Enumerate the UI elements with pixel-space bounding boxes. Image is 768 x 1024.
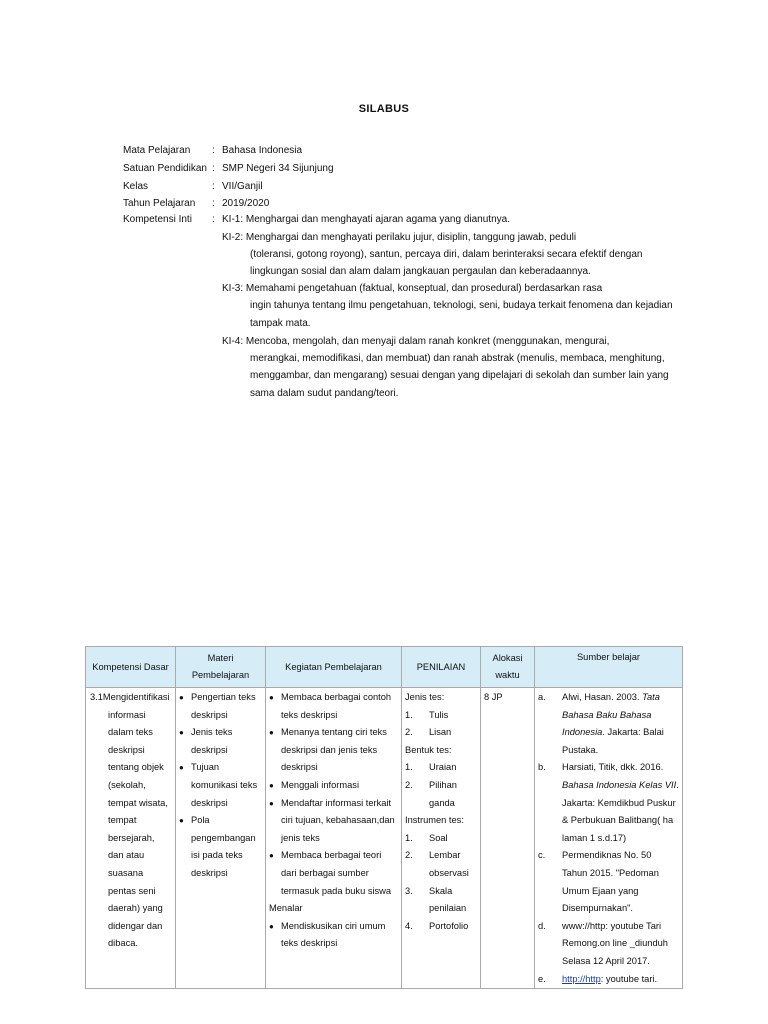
bullet-icon: ●	[269, 693, 274, 702]
info-label-satuan-pendidikan: Satuan Pendidikan	[123, 163, 207, 174]
info-label-tahun-pelajaran: Tahun Pelajaran	[123, 198, 196, 209]
info-colon: :	[212, 145, 215, 156]
list-item: a. Alwi, Hasan. 2003. Tata Bahasa Baku Bahasa Indonesia. Jakarta: Balai Pustaka.	[538, 692, 664, 755]
header-sumber: Sumber belajar	[535, 647, 683, 688]
list-item: ● Mendiskusikan ciri umum teks deskripsi	[269, 918, 398, 953]
info-value-kelas: VII/Ganjil	[222, 181, 263, 192]
bullet-icon: ●	[269, 851, 274, 861]
cell-materi	[176, 688, 266, 989]
list-item: ● Tujuan komunikasi teks deskripsi	[179, 759, 262, 812]
cell-kompetensi-dasar	[86, 688, 176, 989]
bullet-icon: ●	[269, 780, 274, 790]
list-item: 2. Lembar observasi	[405, 850, 469, 878]
ki-4-line: KI-4: Mencoba, mengolah, dan menyaji dalam ranah konkret (menggunakan, mengurai,	[222, 336, 610, 347]
kd-text: 3.1Mengidentifikasi informasi dalam teks deskripsi tentang objek (sekolah, tempat wisata, tempat bersejarah, dan atau suasana pentas seni daerah) yang didengar dan dibaca.	[90, 692, 170, 949]
list-item: ● Menggali informasi	[269, 777, 398, 795]
bullet-icon: ●	[179, 693, 184, 702]
info-label-mata-pelajaran: Mata Pelajaran	[123, 145, 191, 156]
cell-sumber	[535, 688, 683, 989]
list-item: 1. Soal	[405, 832, 448, 843]
list-item: 3. Skala penilaian	[405, 885, 467, 914]
list-item: ● Membaca berbagai contoh teks deskripsi	[269, 689, 398, 724]
table-row	[86, 688, 683, 989]
list-item: 1. Tulis	[405, 709, 449, 720]
info-value-tahun-pelajaran: 2019/2020	[222, 198, 270, 209]
ki-3-line: KI-3: Memahami pengetahuan (faktual, konseptual, dan prosedural) berdasarkan rasa	[222, 283, 603, 294]
list-item: ● Jenis teks deskripsi	[179, 724, 262, 759]
ki-4-line: menggambar, dan mengarang) sesuai dengan yang dipelajari di sekolah dan sumber lain yang	[250, 370, 669, 381]
kegiatan-menalar: Menalar	[269, 903, 303, 914]
bullet-icon: ●	[269, 728, 274, 738]
ki-4-line: sama dalam sudut pandang/teori.	[250, 388, 399, 399]
info-value-mata-pelajaran: Bahasa Indonesia	[222, 145, 303, 156]
ki-3-line: tampak mata.	[250, 318, 311, 329]
cell-penilaian	[402, 688, 481, 989]
info-label-kelas: Kelas	[123, 181, 149, 192]
list-item: 4. Portofolio	[405, 920, 469, 931]
list-item: d. www://http: youtube Tari Remong.on line _diunduh Selasa 12 April 2017.	[538, 920, 668, 966]
header-materi-line2: Pembelajaran	[191, 670, 250, 680]
ki-2-line: lingkungan sosial dan alam dalam jangkauan pergaulan dan keberadaannya.	[250, 266, 591, 277]
list-item: 1. Uraian	[405, 762, 457, 773]
header-kegiatan: Kegiatan Pembelajaran	[266, 647, 402, 688]
header-penilaian: PENILAIAN	[402, 647, 481, 688]
list-item: ● Membaca berbagai teori dari berbagai sumber termasuk pada buku siswa	[269, 847, 398, 900]
header-materi	[176, 647, 266, 688]
cell-alokasi	[481, 688, 535, 989]
list-item: 2. Lisan	[405, 727, 452, 738]
ki-4-line: merangkai, memodifikasi, dan membuat) dan ranah abstrak (menulis, membaca, menghitung,	[250, 353, 665, 364]
ki-1-line: KI-1: Menghargai dan menghayati ajaran agama yang dianutnya.	[222, 214, 510, 225]
list-item: ● Mendaftar informasi terkait ciri tujuan, kebahasaan,dan jenis teks	[269, 795, 398, 848]
info-label-kompetensi-inti: Kompetensi Inti	[123, 214, 192, 225]
page-title: SILABUS	[358, 103, 410, 115]
header-alokasi-line1: Alokasi	[492, 653, 523, 663]
info-value-satuan-pendidikan: SMP Negeri 34 Sijunjung	[222, 163, 334, 174]
list-item: ● Menanya tentang ciri teks deskripsi dan jenis teks deskripsi	[269, 724, 398, 777]
bullet-icon: ●	[269, 921, 274, 931]
list-item: b. Harsiati, Titik, dkk. 2016. Bahasa Indonesia Kelas VII. Jakarta: Kemdikbud Puskur & Perbukuan Balitbang( ha laman 1 s.d.17)	[538, 762, 679, 843]
table-header-row	[86, 647, 683, 688]
syllabus-table	[85, 646, 683, 989]
ki-2-line: KI-2: Menghargai dan menghayati perilaku jujur, disiplin, tanggung jawab, peduli	[222, 232, 577, 243]
youtube-link[interactable]: http://http	[562, 973, 601, 984]
header-materi-line1: Materi	[207, 653, 234, 663]
alokasi-value: 8 JP	[484, 692, 503, 702]
header-alokasi-line2: waktu	[495, 670, 520, 680]
info-colon: :	[212, 214, 215, 225]
ki-3-line: ingin tahunya tentang ilmu pengetahuan, teknologi, seni, budaya terkait fenomena dan kejadian	[250, 300, 673, 311]
cell-kegiatan	[266, 688, 402, 989]
bullet-icon: ●	[179, 728, 184, 738]
penilaian-jenis-label: Jenis tes:	[405, 692, 445, 702]
info-colon: :	[212, 198, 215, 209]
header-kompetensi-dasar: Kompetensi Dasar	[86, 647, 176, 688]
list-item: e. http://http: youtube tari.	[538, 973, 658, 984]
info-colon: :	[212, 181, 215, 192]
bullet-icon: ●	[179, 816, 184, 826]
list-item: ● Pengertian teks deskripsi	[179, 689, 262, 724]
bullet-icon: ●	[179, 763, 184, 773]
list-item: c. Permendiknas No. 50 Tahun 2015. "Pedoman Umum Ejaan yang Disempurnakan".	[538, 850, 659, 914]
penilaian-bentuk-label: Bentuk tes:	[405, 744, 452, 755]
info-colon: :	[212, 163, 215, 174]
penilaian-instrumen-label: Instrumen tes:	[405, 815, 464, 826]
list-item: 2. Pilihan ganda	[405, 779, 457, 808]
header-alokasi	[481, 647, 535, 688]
ki-2-line: (toleransi, gotong royong), santun, percaya diri, dalam berinteraksi secara efektif dengan	[250, 249, 643, 260]
list-item: ● Pola pengembangan isi pada teks deskripsi	[179, 812, 262, 882]
bullet-icon: ●	[269, 798, 274, 808]
